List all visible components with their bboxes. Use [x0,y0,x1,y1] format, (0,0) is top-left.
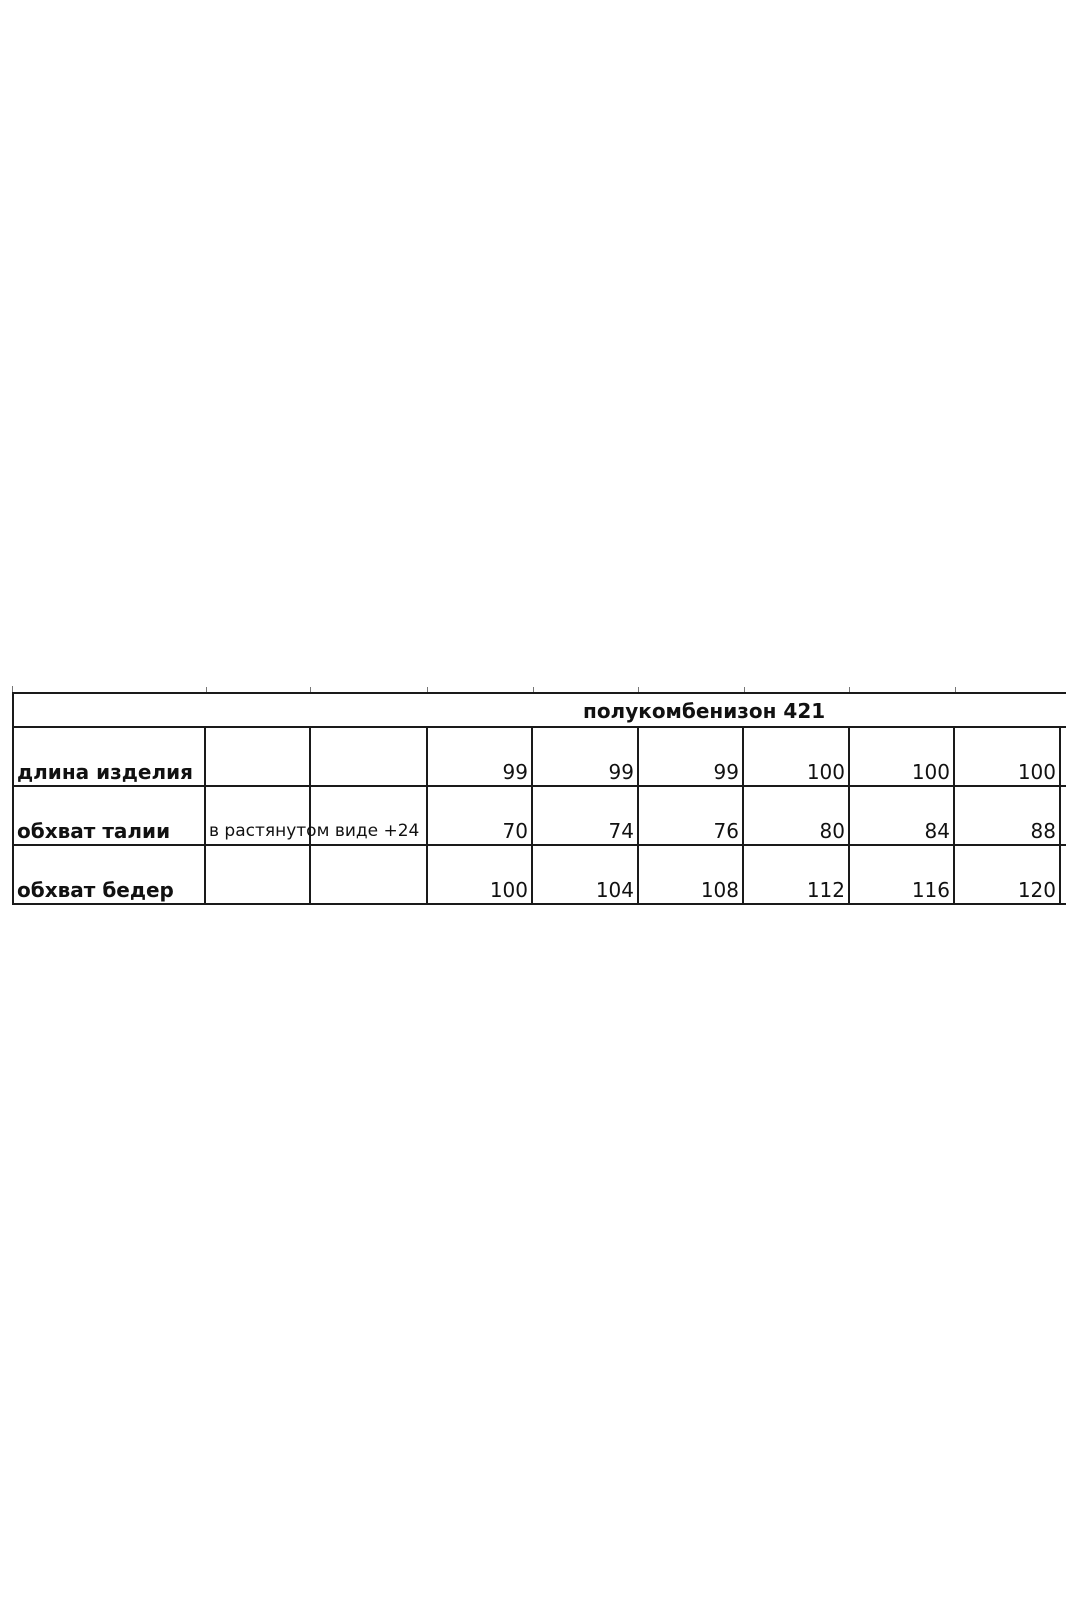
table-border-left [12,692,14,905]
table-border-row2 [12,844,1066,846]
value-cell: 74 [608,819,634,843]
value-cell: 100 [806,760,845,784]
row-label-waist: обхват талии [17,819,171,843]
row-label-hips: обхват бедер [17,878,174,902]
value-cell: 112 [806,878,845,902]
table-border-header [12,726,1066,728]
value-cell: 99 [713,760,739,784]
table-border-bottom [12,903,1066,905]
row-note-waist: в растянутом виде +24 [209,821,420,841]
column-border [309,726,311,905]
value-cell: 108 [700,878,739,902]
table-border-row1 [12,785,1066,787]
value-cell: 100 [489,878,528,902]
value-cell: 100 [911,760,950,784]
value-cell: 100 [1017,760,1056,784]
column-border [848,726,850,905]
value-cell: 116 [911,878,950,902]
table-title: полукомбенизон 421 [583,699,826,723]
column-border [426,726,428,905]
value-cell: 104 [595,878,634,902]
value-cell: 84 [924,819,950,843]
value-cell: 70 [502,819,528,843]
column-border [742,726,744,905]
column-border [531,726,533,905]
column-border [204,726,206,905]
value-cell: 99 [608,760,634,784]
value-cell: 88 [1030,819,1056,843]
value-cell: 99 [502,760,528,784]
column-border [637,726,639,905]
value-cell: 76 [713,819,739,843]
row-label-length: длина изделия [17,760,193,784]
value-cell: 120 [1017,878,1056,902]
column-border [1059,726,1061,905]
value-cell: 80 [819,819,845,843]
column-border [953,726,955,905]
table-border-top [12,692,1066,694]
